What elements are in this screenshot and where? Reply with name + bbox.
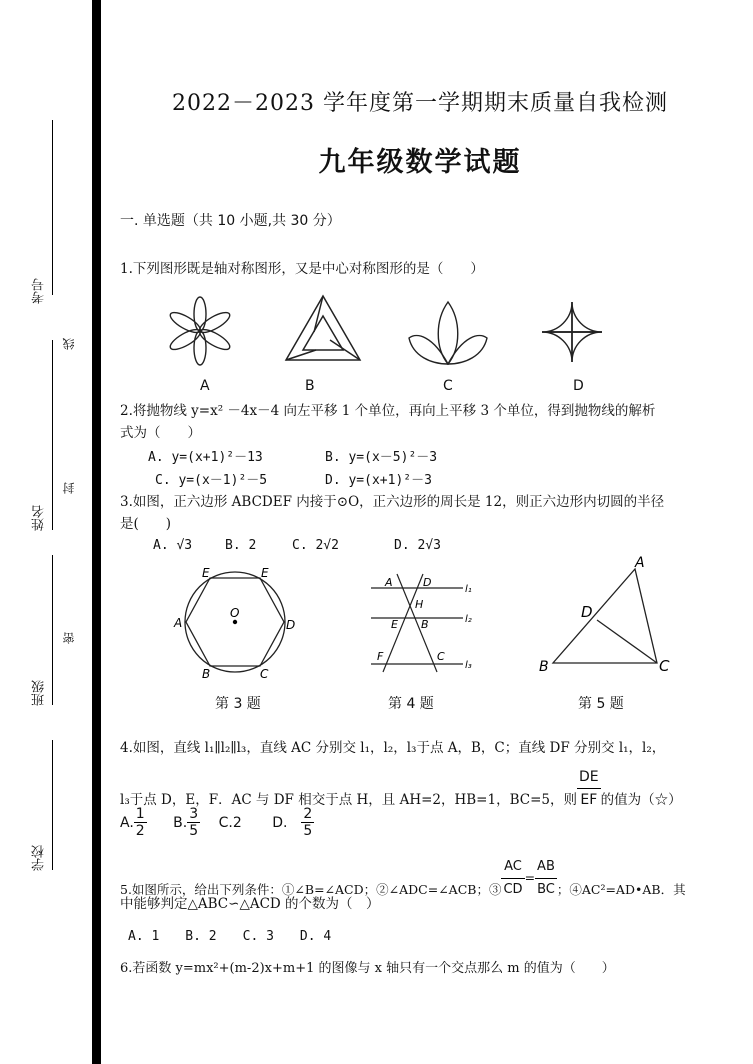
q3-option-a[interactable]: A. √3	[153, 538, 193, 553]
q4-line2-pre: l₃于点 D，E，F．AC 与 DF 相交于点 H，且 AH=2，HB=1，BC=5，则	[120, 792, 577, 808]
q4-option-d-label: D.	[272, 814, 288, 831]
question-1-text: 1.下列图形既是轴对称图形，又是中心对称图形的是（ ）	[120, 261, 484, 277]
figure-q3-hexagon	[170, 565, 305, 685]
q4-option-d-num: 2	[303, 806, 313, 822]
label-f: F	[377, 650, 384, 663]
q2-option-b[interactable]: B. y=(x－5)²－3	[325, 450, 438, 465]
label-l3: l₃	[465, 660, 472, 671]
q4-option-d[interactable]	[272, 806, 314, 839]
exam-subtitle: 九年级数学试题	[318, 147, 522, 178]
question-3-line2: 是( )	[120, 516, 172, 532]
q4-option-b-frac	[187, 806, 200, 839]
label-a: A	[174, 616, 183, 630]
label-l2: l₂	[465, 614, 472, 625]
q4-frac-den: EF	[580, 792, 598, 808]
q4-fraction	[577, 766, 601, 811]
label-e-right: E	[261, 566, 269, 580]
name-label: 姓名	[32, 505, 47, 531]
exam-number-label: 考号	[32, 278, 47, 304]
q4-option-d-frac	[301, 806, 314, 839]
label-c: C	[659, 657, 670, 675]
q1-option-b[interactable]: B	[305, 378, 315, 394]
q5-line1-post: ；④AC²=AD•AB．其	[556, 882, 686, 897]
exam-number-line	[52, 120, 53, 295]
q5-f1-num: AC	[501, 856, 524, 879]
q5-f2-num: AB	[535, 856, 557, 879]
q4-frac-num: DE	[577, 766, 601, 789]
question-4-line1: 4.如图，直线 l₁∥l₂∥l₃，直线 AC 分别交 l₁，l₂，l₃于点 A，B，C；直线 DF 分别交 l₁，l₂，	[120, 740, 666, 756]
q2-option-a[interactable]: A. y=(x+1)²－13	[148, 450, 263, 465]
label-e: E	[391, 618, 398, 631]
q3-option-b[interactable]: B. 2	[225, 538, 257, 553]
q1-option-a[interactable]: A	[200, 378, 210, 394]
figure-q4-parallel-lines	[365, 570, 485, 675]
name-line	[52, 340, 53, 530]
figure-lotus	[405, 298, 491, 368]
label-b: B	[202, 667, 211, 681]
label-c: C	[437, 650, 445, 663]
figure-flower	[160, 295, 240, 367]
question-5-line2: 中能够判定△ABC∽△ACD 的个数为（ ）	[120, 896, 380, 912]
q4-option-b-label: B.	[173, 814, 188, 831]
label-d: D	[286, 618, 296, 632]
section-title: 一. 单选题（共 10 小题,共 30 分）	[120, 213, 341, 229]
q2-option-c[interactable]: C. y=(x－1)²－5	[155, 473, 268, 488]
label-e-left: E	[202, 566, 210, 580]
seal-seal-char: 封	[62, 482, 76, 494]
label-a: A	[635, 555, 645, 571]
q1-option-c[interactable]: C	[443, 378, 453, 394]
class-label: 班级	[32, 680, 47, 706]
question-3-line1: 3.如图，正六边形 ABCDEF 内接于⊙O，正六边形的周长是 12，则正六边形内切圆的半径	[120, 494, 665, 510]
q1-option-d[interactable]: D	[573, 378, 584, 394]
q4-option-a-num: 1	[135, 806, 145, 822]
q5-f2-den: BC	[537, 882, 555, 897]
figure-4-caption: 第 4 题	[388, 696, 434, 712]
exam-title: 2022－2023 学年度第一学期期末质量自我检测	[172, 91, 668, 116]
q5-line1-pre: 5.如图所示，给出下列条件：①∠B=∠ACD；②∠ADC=∠ACB；③	[120, 882, 502, 897]
q2-option-d[interactable]: D. y=(x+1)²－3	[325, 473, 432, 488]
q4-option-a-frac	[134, 806, 147, 839]
label-c: C	[260, 667, 269, 681]
figure-q5-triangle	[535, 553, 685, 678]
q4-option-b-den: 5	[189, 823, 199, 839]
label-b: B	[421, 618, 429, 631]
figure-recycle-triangle	[282, 292, 364, 368]
label-a: A	[385, 576, 393, 589]
seal-line-char: 线	[62, 338, 76, 350]
label-o: O	[230, 606, 240, 620]
label-b: B	[539, 659, 549, 675]
q4-options	[120, 806, 314, 839]
label-h: H	[415, 598, 424, 611]
q5-f1-den: CD	[503, 882, 523, 897]
q4-line2-post: 的值为（☆）	[600, 792, 682, 808]
binding-bar	[92, 0, 101, 1064]
q5-options[interactable]: A. 1 B. 2 C. 3 D. 4	[128, 929, 332, 944]
q4-option-d-den: 5	[303, 823, 313, 839]
q4-option-a[interactable]	[120, 806, 147, 839]
school-label: 学校	[32, 845, 47, 871]
question-6-text: 6.若函数 y=mx²+(m-2)x+m+1 的图像与 x 轴只有一个交点那么 m 的值为（ ）	[120, 961, 615, 976]
q3-option-c[interactable]: C. 2√2	[292, 538, 339, 553]
q4-option-b-num: 3	[189, 806, 199, 822]
q5-equals: =	[524, 870, 536, 885]
seal-secret-char: 密	[62, 632, 76, 644]
figure-pinwheel	[536, 296, 610, 368]
label-l1: l₁	[465, 584, 472, 595]
q3-option-d[interactable]: D. 2√3	[394, 538, 441, 553]
q4-option-b[interactable]	[173, 806, 200, 839]
label-d: D	[423, 576, 432, 589]
question-2-line2: 式为（ ）	[120, 425, 201, 441]
class-line	[52, 555, 53, 705]
q4-option-a-label: A.	[120, 814, 134, 831]
question-2-line1: 2.将抛物线 y=x² －4x－4 向左平移 1 个单位，再向上平移 3 个单位，得到抛物线的解析	[120, 403, 656, 419]
school-line	[52, 740, 53, 870]
figure-5-caption: 第 5 题	[578, 696, 624, 712]
q4-option-c[interactable]: C.2	[218, 814, 242, 831]
label-d: D	[581, 603, 593, 621]
q4-option-a-den: 2	[135, 823, 145, 839]
figure-3-caption: 第 3 题	[215, 696, 261, 712]
